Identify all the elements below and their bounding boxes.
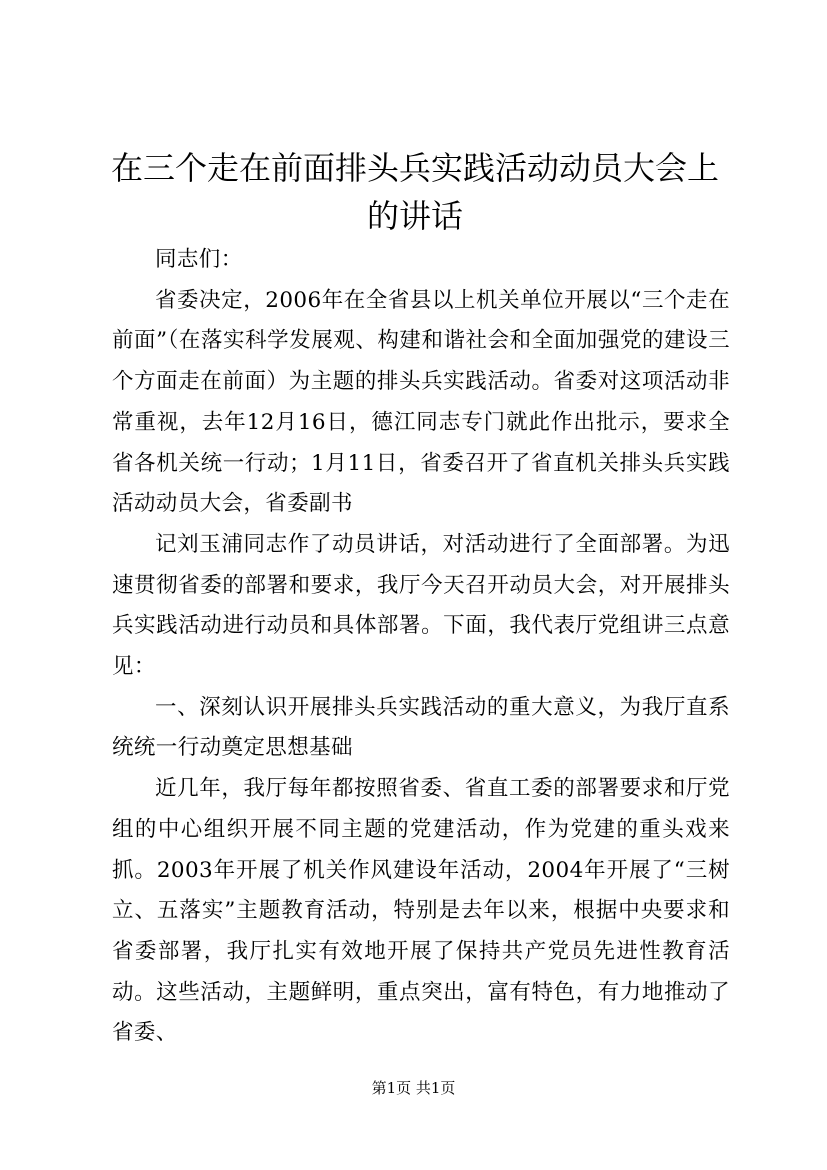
document-body — [112, 240, 730, 1054]
page-footer: 第1页 共1页 — [371, 1079, 456, 1097]
body-paragraph: 记刘玉浦同志作了动员讲话，对活动进行了全面部署。为迅速贯彻省委的部署和要求，我厅今天召开动员大会，对开展排头兵实践活动进行动员和具体部署。下面，我代表厅党组讲三点意见： — [112, 531, 730, 680]
document-title: 在三个走在前面排头兵实践活动动员大会上的讲话 — [110, 149, 719, 235]
salutation-paragraph: 同志们： — [155, 247, 243, 272]
body-paragraph: 省委决定，2006年在全省县以上机关单位开展以“三个走在前面”（在落实科学发展观、构建和谐社会和全面加强党的建设三个方面走在前面）为主题的排头兵实践活动。省委对这项活动非常重视，去年12月16日，德江同志专门就此作出批示，要求全省各机关统一行动；1月11日，省委召开了省直机关排头兵实践活动动员大会，省委副书 — [112, 287, 730, 517]
body-paragraph: 近几年，我厅每年都按照省委、省直工委的部署要求和厅党组的中心组织开展不同主题的党建活动，作为党建的重头戏来抓。2003年开展了机关作风建设年活动，2004年开展了“三树立、五落实”主题教育活动，特别是去年以来，根据中央要求和省委部署，我厅扎实有效地开展了保持共产党员先进性教育活动。这些活动，主题鲜明，重点突出，富有特色，有力地推动了省委、 — [112, 776, 730, 1046]
section-heading: 一、深刻认识开展排头兵实践活动的重大意义，为我厅直系统统一行动奠定思想基础 — [112, 694, 730, 761]
